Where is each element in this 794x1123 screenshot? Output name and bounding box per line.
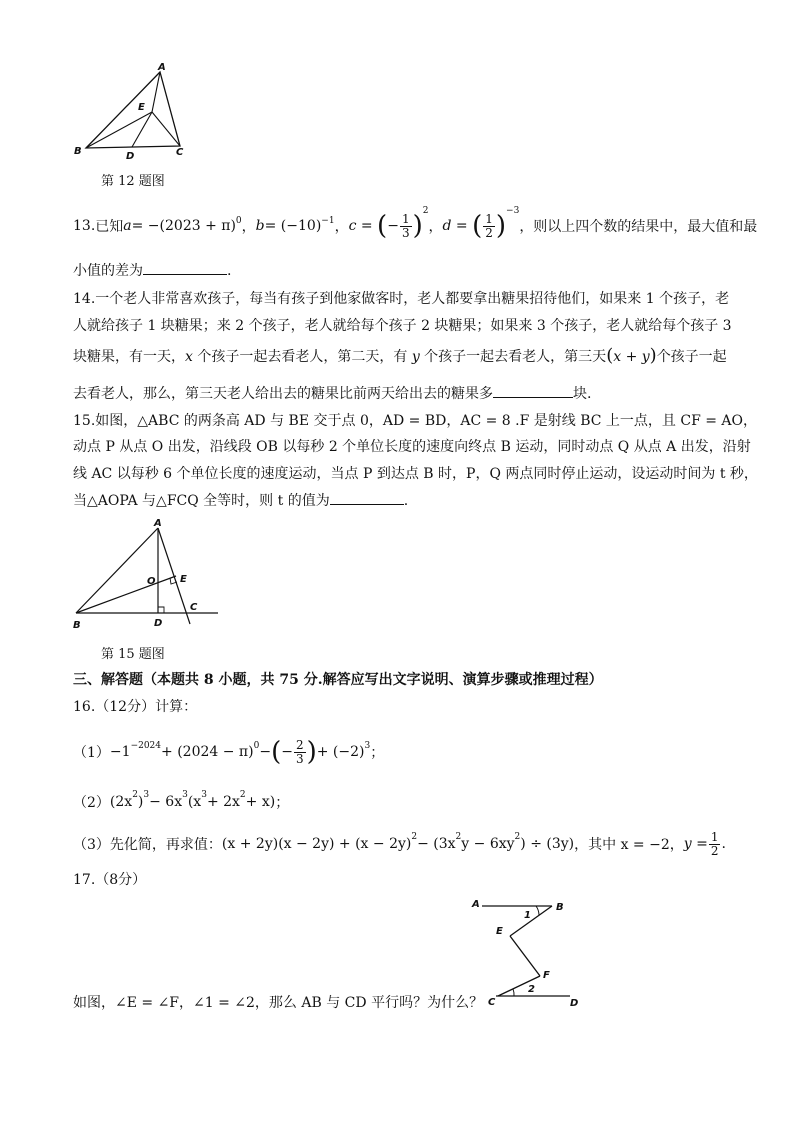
q13-c-lhs: c <box>348 218 357 234</box>
fig15-label-c: C <box>190 602 198 613</box>
q13-b-exp: −1 <box>321 216 335 226</box>
fig17-label-f: F <box>543 970 550 981</box>
question-14-line3: 块糖果，有一天，x 个孩子一起去看老人，第二天，有 y 个孩子一起去看老人，第三天(x + y)个孩子一起 <box>73 345 727 366</box>
fig15-label-o: O <box>147 576 156 587</box>
fig12-caption: 第 12 题图 <box>101 174 165 189</box>
question-14-line1: 14.一个老人非常喜欢孩子，每当有孩子到他家做客时，老人都要拿出糖果招待他们，如果来 1 个孩子，老 <box>73 291 730 307</box>
q13-c-fraction: $\frac{1}{3}$ <box>401 211 410 240</box>
q14-answer-blank[interactable] <box>493 383 573 398</box>
question-17-text: 如图，∠E = ∠F，∠1 = ∠2，那么 AB 与 CD 平行吗？为什么？ <box>73 995 484 1011</box>
q13-a-lhs: a <box>123 218 132 234</box>
fig12-label-c: C <box>176 147 184 158</box>
fig15-label-d: D <box>154 618 163 629</box>
q13-number: 13. <box>73 218 96 234</box>
q13-a-exp: 0 <box>235 216 242 226</box>
question-15-line1: 15.如图，△ABC 的两条高 AD 与 BE 交于点 0，AD = BD，AC = 8 .F 是射线 BC 上一点，且 CF = AO， <box>73 413 758 429</box>
q13-tail: ，则以上四个数的结果中，最大值和最 <box>519 219 758 235</box>
figure-12 <box>72 62 192 162</box>
fig17-label-c: C <box>488 997 496 1008</box>
q13-d-fraction: $\frac{1}{2}$ <box>485 211 493 240</box>
q13-d-lhs: d <box>442 218 452 234</box>
fig17-label-e: E <box>496 926 503 937</box>
fig12-label-d: D <box>126 151 135 162</box>
fig12-label-b: B <box>74 146 82 157</box>
figure-15 <box>70 516 220 636</box>
fig15-label-a: A <box>154 518 162 529</box>
fig17-label-1: 1 <box>524 910 531 921</box>
figure-17 <box>468 892 588 1014</box>
q13-b-body: = (−10) <box>264 218 322 234</box>
question-15-line4: 当△AOPA 与△FCQ 全等时，则 t 的值为 . <box>73 490 408 510</box>
question-14-line2: 人就给孩子 1 块糖果；来 2 个孩子，老人就给每个孩子 2 块糖果；如果来 3 个孩子，老人就给每个孩子 3 <box>73 318 732 334</box>
question-16-title: 16.（12分）计算： <box>73 699 198 715</box>
q13-d-exp: −3 <box>506 206 520 216</box>
q16-p3-fraction: $\frac{1}{2}$ <box>710 829 719 858</box>
question-17-title: 17.（8分） <box>73 872 147 888</box>
q16-part3: （3）先化简，再求值： (x + 2y)(x − 2y) + (x − 2y) $^2$ − (3x $^2$ y − 6xy $^2$ ) ÷ (3y) ，其中 x = −2， y = $\frac{1}{2}$ . <box>73 829 726 858</box>
q16-part1: （1） −1 $^{-2024}$ + (2024 − π) $^0$ − ( − $\frac{2}{3}$ ) + (−2) $^3$ ； <box>73 737 385 767</box>
question-15-line2: 动点 P 从点 O 出发，沿线段 OB 以每秒 2 个单位长度的速度向终点 B 运动，同时动点 Q 从点 A 出发，沿射 <box>73 439 751 455</box>
q13-b-lhs: b <box>255 218 265 234</box>
fig15-label-b: B <box>73 620 81 631</box>
section-3-heading: 三、解答题（本题共 8 小题，共 75 分.解答应写出文字说明、演算步骤或推理过程） <box>73 672 603 688</box>
q16-p1-fraction: $\frac{2}{3}$ <box>295 737 304 766</box>
fig17-label-2: 2 <box>528 984 535 995</box>
q13-a-body: = −(2023 + π) <box>131 218 236 234</box>
question-13: 13. 已知 a = −(2023 + π) $^0$ ， b = (−10) $^{-1}$ ， c = ( − $\frac{1}{3}$ ) $^2$ ， d = ( $\frac{1}{2}$ ) $^{-3}$ ，则以上四个数的结果中，最大值和最 <box>73 206 758 241</box>
question-13-line2: 小值的差为 . <box>73 260 231 280</box>
q16-part2: （2） (2x $^2$ ) $^3$ − 6x $^3$ (x $^3$ + 2x $^2$ + x) ； <box>73 790 290 811</box>
q13-answer-blank[interactable] <box>143 260 227 275</box>
fig17-label-b: B <box>556 902 564 913</box>
question-15-line3: 线 AC 以每秒 6 个单位长度的速度运动，当点 P 到达点 B 时，P，Q 两点同时停止运动，设运动时间为 t 秒， <box>73 466 758 482</box>
fig17-label-d: D <box>570 998 579 1009</box>
q13-lead: 已知 <box>95 219 124 235</box>
fig12-label-a: A <box>158 62 166 73</box>
q13-c-exp: 2 <box>422 206 429 216</box>
fig17-label-a: A <box>472 899 480 910</box>
fig15-caption: 第 15 题图 <box>101 647 165 662</box>
question-14-line4: 去看老人，那么，第三天老人给出去的糖果比前两天给出去的糖果多 块. <box>73 383 591 403</box>
q15-answer-blank[interactable] <box>330 490 404 505</box>
fig12-label-e: E <box>138 102 145 113</box>
fig15-label-e: E <box>180 574 187 585</box>
